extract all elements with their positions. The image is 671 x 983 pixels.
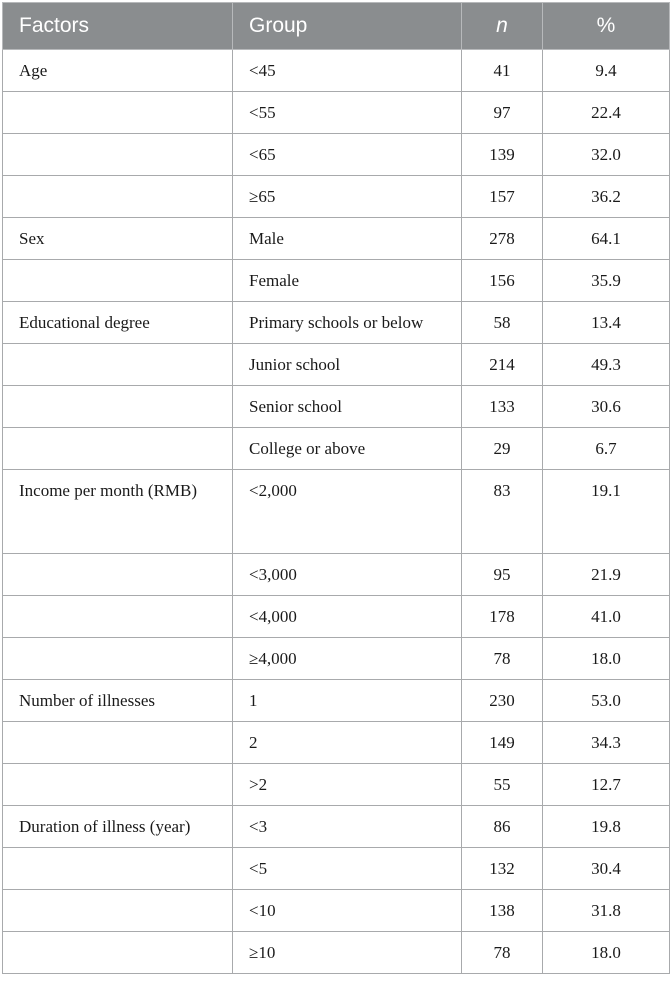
percent-cell: 18.0: [543, 638, 670, 680]
n-cell: 78: [462, 932, 543, 974]
group-cell: Male: [233, 218, 462, 260]
group-cell: <10: [233, 890, 462, 932]
factor-cell: [3, 596, 233, 638]
n-cell: 133: [462, 386, 543, 428]
table-row: [3, 596, 670, 638]
group-cell: <65: [233, 134, 462, 176]
table-row: [3, 428, 670, 470]
percent-cell: 53.0: [543, 680, 670, 722]
header-row: [3, 3, 670, 50]
table-row: [3, 722, 670, 764]
factor-cell: [3, 932, 233, 974]
percent-cell: 35.9: [543, 260, 670, 302]
factor-cell: [3, 848, 233, 890]
group-cell: 1: [233, 680, 462, 722]
n-cell: 157: [462, 176, 543, 218]
factor-cell: Duration of illness (year): [3, 806, 233, 848]
group-cell: College or above: [233, 428, 462, 470]
group-cell: ≥4,000: [233, 638, 462, 680]
factor-cell: Sex: [3, 218, 233, 260]
table-row: [3, 344, 670, 386]
percent-cell: 49.3: [543, 344, 670, 386]
group-cell: ≥10: [233, 932, 462, 974]
table-row: [3, 554, 670, 596]
table-header: [3, 3, 670, 50]
group-cell: Junior school: [233, 344, 462, 386]
n-cell: 55: [462, 764, 543, 806]
percent-cell: 19.1: [543, 470, 670, 554]
group-cell: ≥65: [233, 176, 462, 218]
n-cell: 230: [462, 680, 543, 722]
n-cell: 86: [462, 806, 543, 848]
percent-cell: 22.4: [543, 92, 670, 134]
percent-cell: 64.1: [543, 218, 670, 260]
table-row: [3, 806, 670, 848]
n-cell: 149: [462, 722, 543, 764]
group-cell: Female: [233, 260, 462, 302]
n-cell: 58: [462, 302, 543, 344]
n-cell: 214: [462, 344, 543, 386]
header-n: n: [462, 3, 543, 50]
n-cell: 41: [462, 50, 543, 92]
percent-cell: 36.2: [543, 176, 670, 218]
factor-cell: [3, 386, 233, 428]
n-cell: 138: [462, 890, 543, 932]
table-row: [3, 680, 670, 722]
table-row: [3, 386, 670, 428]
factor-cell: [3, 344, 233, 386]
table-row: [3, 134, 670, 176]
percent-cell: 41.0: [543, 596, 670, 638]
n-cell: 83: [462, 470, 543, 554]
percent-cell: 18.0: [543, 932, 670, 974]
factor-cell: Number of illnesses: [3, 680, 233, 722]
percent-cell: 31.8: [543, 890, 670, 932]
n-cell: 139: [462, 134, 543, 176]
n-cell: 156: [462, 260, 543, 302]
group-cell: Primary schools or below: [233, 302, 462, 344]
demographics-table: [2, 2, 670, 974]
group-cell: <2,000: [233, 470, 462, 554]
factor-cell: Income per month (RMB): [3, 470, 233, 554]
table-row: [3, 218, 670, 260]
percent-cell: 13.4: [543, 302, 670, 344]
table-row: [3, 638, 670, 680]
header-group: Group: [233, 3, 462, 50]
n-cell: 132: [462, 848, 543, 890]
table-body: [3, 50, 670, 974]
n-cell: 97: [462, 92, 543, 134]
group-cell: <3,000: [233, 554, 462, 596]
n-cell: 178: [462, 596, 543, 638]
table-row: [3, 848, 670, 890]
table-row: [3, 470, 670, 554]
factor-cell: [3, 722, 233, 764]
group-cell: Senior school: [233, 386, 462, 428]
percent-cell: 19.8: [543, 806, 670, 848]
table-row: [3, 764, 670, 806]
header-factors: Factors: [3, 3, 233, 50]
factor-cell: [3, 176, 233, 218]
table-row: [3, 302, 670, 344]
percent-cell: 30.6: [543, 386, 670, 428]
group-cell: 2: [233, 722, 462, 764]
factor-cell: [3, 890, 233, 932]
factor-cell: Educational degree: [3, 302, 233, 344]
group-cell: <45: [233, 50, 462, 92]
table-row: [3, 260, 670, 302]
n-cell: 278: [462, 218, 543, 260]
group-cell: <4,000: [233, 596, 462, 638]
factor-cell: [3, 260, 233, 302]
group-cell: <5: [233, 848, 462, 890]
factor-cell: [3, 764, 233, 806]
table-row: [3, 92, 670, 134]
group-cell: <3: [233, 806, 462, 848]
n-cell: 95: [462, 554, 543, 596]
n-cell: 29: [462, 428, 543, 470]
table-row: [3, 890, 670, 932]
factor-cell: [3, 638, 233, 680]
factor-cell: [3, 554, 233, 596]
table-row: [3, 932, 670, 974]
factor-cell: [3, 134, 233, 176]
percent-cell: 30.4: [543, 848, 670, 890]
group-cell: >2: [233, 764, 462, 806]
percent-cell: 12.7: [543, 764, 670, 806]
table-row: [3, 50, 670, 92]
percent-cell: 21.9: [543, 554, 670, 596]
table-row: [3, 176, 670, 218]
factor-cell: [3, 92, 233, 134]
header-percent: %: [543, 3, 670, 50]
percent-cell: 6.7: [543, 428, 670, 470]
factor-cell: [3, 428, 233, 470]
n-cell: 78: [462, 638, 543, 680]
percent-cell: 9.4: [543, 50, 670, 92]
percent-cell: 34.3: [543, 722, 670, 764]
factor-cell: Age: [3, 50, 233, 92]
group-cell: <55: [233, 92, 462, 134]
percent-cell: 32.0: [543, 134, 670, 176]
